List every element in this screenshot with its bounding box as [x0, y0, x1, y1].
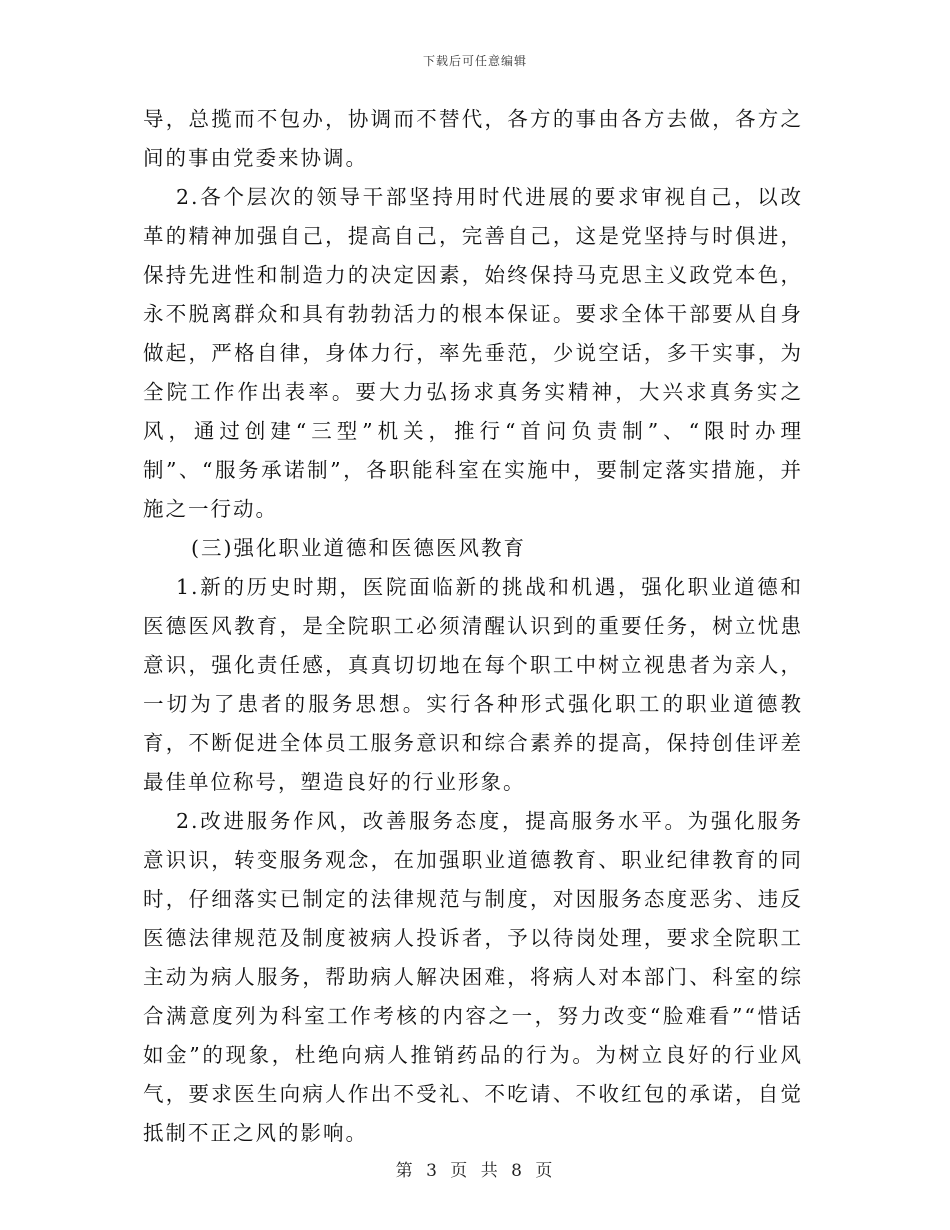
section-heading-ethics: (三)强化职业道德和医德医风教育: [191, 536, 526, 560]
paragraph-item-1-new-era: 1.新的历史时期，医院面临新的挑战和机遇，强化职业道德和医德医风教育，是全院职工必须清醒认识到的重要任务，树立忧患意识，强化责任感，真真切切地在每个职工中树立视患者为亲人，一切为了患者的服务思想。实行各种形式强化职工的职业道德教育，不断促进全体员工服务意识和综合素养的提高，保持创佳评差最佳单位称号，塑造良好的行业形象。: [143, 575, 803, 794]
paragraph-continuation: 导，总揽而不包办，协调而不替代，各方的事由各方去做，各方之间的事由党委来协调。: [143, 107, 803, 170]
paragraph-item-2-leaders: 2.各个层次的领导干部坚持用时代进展的要求审视自己，以改革的精神加强自己，提高自己，完善自己，这是党坚持与时俱进，保持先进性和制造力的决定因素，始终保持马克思主义政党本色，永不脱离群众和具有勃勃活力的根本保证。要求全体干部要从自身做起，严格自律，身体力行，率先垂范，少说空话，多干实事，为全院工作作出表率。要大力弘扬求真务实精神，大兴求真务实之风，通过创建“三型”机关，推行“首问负责制”、“限时办理制”、“服务承诺制”，各职能科室在实施中，要制定落实措施，并施之一行动。: [143, 185, 803, 521]
page-number-footer: 第 3 页 共 8 页: [395, 1161, 555, 1181]
page-header: 下载后可任意编辑: [422, 54, 527, 68]
paragraph-item-2-service: 2.改进服务作风，改善服务态度，提高服务水平。为强化服务意识识，转变服务观念，在加强职业道德教育、职业纪律教育的同时，仔细落实已制定的法律规范与制度，对因服务态度恶劣、违反医德法律规范及制度被病人投诉者，予以待岗处理，要求全院职工主动为病人服务，帮助病人解决困难，将病人对本部门、科室的综合满意度列为科室工作考核的内容之一，努力改变“脸难看”“惜话如金”的现象，杜绝向病人推销药品的行为。为树立良好的行业风气，要求医生向病人作出不受礼、不吃请、不收红包的承诺，自觉抵制不正之风的影响。: [143, 809, 803, 1145]
document-body: [143, 100, 803, 1153]
